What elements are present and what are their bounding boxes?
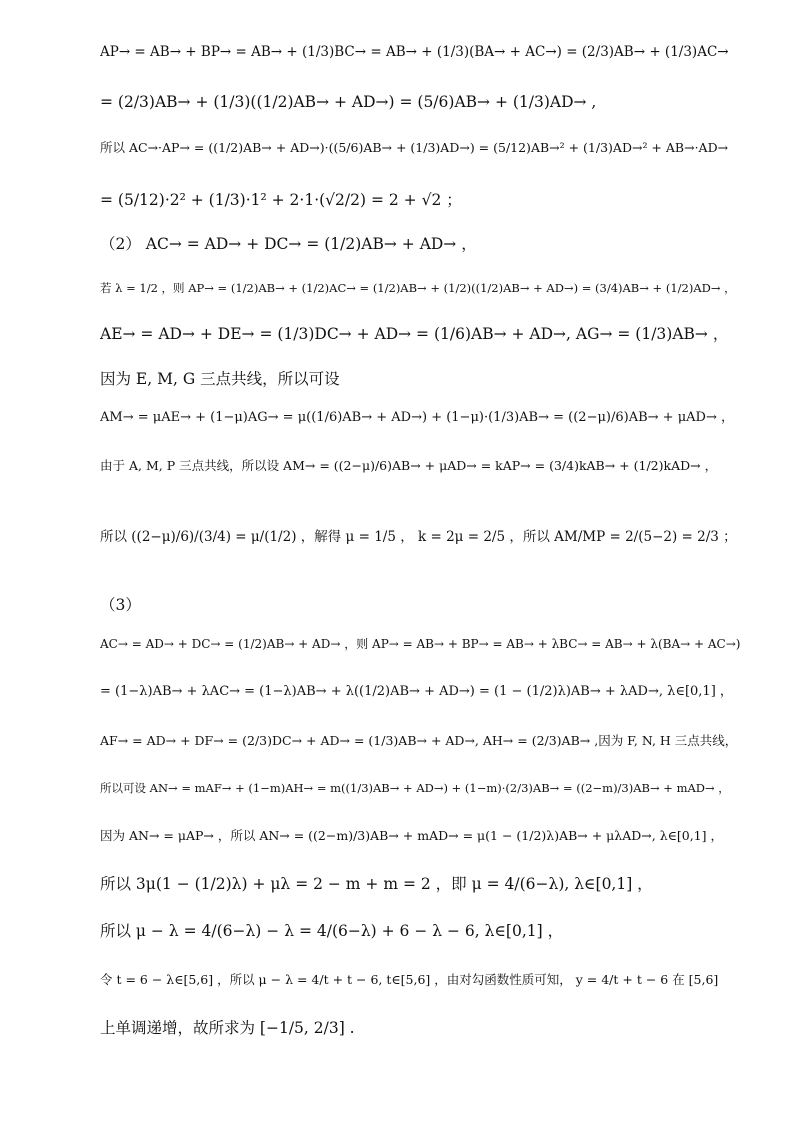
solution-line-6: 若 λ = 1/2 ，则 AP→ = (1/2)AB→ + (1/2)AC→ = (1/2)AB→ + (1/2)((1/2)AB→ + AD→) = (3/4)AB→ + (1/2)AD→ ，	[100, 281, 736, 295]
solution-line-15: AF→ = AD→ + DF→ = (2/3)DC→ + AD→ = (1/3)AB→ + AD→, AH→ = (2/3)AB→ ,因为 F, N, H 三点共线，	[100, 733, 738, 748]
solution-line-4: = (5/12)·2² + (1/3)·1² + 2·1·(√2/2) = 2 + √2 ；	[100, 191, 462, 209]
solution-line-2: = (2/3)AB→ + (1/3)((1/2)AB→ + AD→) = (5/6)AB→ + (1/3)AD→ ,	[100, 93, 597, 111]
solution-line-19: 所以 μ − λ = 4/(6−λ) − λ = 4/(6−λ) + 6 − λ − 6, λ∈[0,1] ，	[100, 922, 564, 940]
solution-line-8: 因为 E, M, G 三点共线，所以可设	[100, 370, 340, 388]
solution-line-13: AC→ = AD→ + DC→ = (1/2)AB→ + AD→ ，则 AP→ = AB→ + BP→ = AB→ + λBC→ = AB→ + λ(BA→ + AC→)	[100, 637, 740, 651]
solution-line-18: 所以 3μ(1 − (1/2)λ) + μλ = 2 − m + m = 2 ，即 μ = 4/(6−λ), λ∈[0,1] ，	[100, 875, 653, 893]
solution-line-14: = (1−λ)AB→ + λAC→ = (1−λ)AB→ + λ((1/2)AB→ + AD→) = (1 − (1/2)λ)AB→ + λAD→, λ∈[0,1] ，	[100, 684, 733, 699]
solution-line-7: AE→ = AD→ + DE→ = (1/3)DC→ + AD→ = (1/6)AB→ + AD→, AG→ = (1/3)AB→ ，	[100, 325, 729, 343]
solution-line-9: AM→ = μAE→ + (1−μ)AG→ = μ((1/6)AB→ + AD→) + (1−μ)·(1/3)AB→ = ((2−μ)/6)AB→ + μAD→ ，	[100, 410, 734, 425]
solution-line-5: （2） AC→ = AD→ + DC→ = (1/2)AB→ + AD→ ，	[100, 235, 477, 253]
solution-line-21: 上单调递增，故所求为 [−1/5, 2/3] .	[100, 1019, 355, 1037]
solution-line-3: 所以 AC→·AP→ = ((1/2)AB→ + AD→)·((5/6)AB→ + (1/3)AD→) = (5/12)AB→² + (1/3)AD→² + AB→·AD→	[100, 140, 729, 155]
solution-line-11: 所以 ((2−μ)/6)/(3/4) = μ/(1/2) ，解得 μ = 1/5 ， k = 2μ = 2/5 ，所以 AM/MP = 2/(5−2) = 2/3 ；	[100, 529, 737, 545]
solution-line-10: 由于 A, M, P 三点共线，所以设 AM→ = ((2−μ)/6)AB→ + μAD→ = kAP→ = (3/4)kAB→ + (1/2)kAD→ ，	[100, 458, 718, 473]
solution-line-17: 因为 AN→ = μAP→ ，所以 AN→ = ((2−m)/3)AB→ + mAD→ = μ(1 − (1/2)λ)AB→ + μλAD→, λ∈[0,1] ，	[100, 828, 723, 843]
solution-line-1: AP→ = AB→ + BP→ = AB→ + (1/3)BC→ = AB→ + (1/3)(BA→ + AC→) = (2/3)AB→ + (1/3)AC→	[100, 44, 729, 60]
solution-line-16: 所以可设 AN→ = mAF→ + (1−m)AH→ = m((1/3)AB→ + AD→) + (1−m)·(2/3)AB→ = ((2−m)/3)AB→ + mAD→ ，	[100, 781, 730, 795]
solution-line-20: 令 t = 6 − λ∈[5,6] ，所以 μ − λ = 4/t + t − 6, t∈[5,6] ，由对勾函数性质可知， y = 4/t + t − 6 在 [5,6]	[100, 972, 719, 987]
solution-line-12: （3）	[100, 596, 141, 614]
